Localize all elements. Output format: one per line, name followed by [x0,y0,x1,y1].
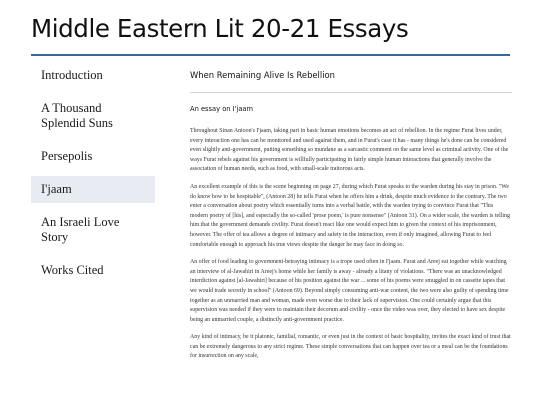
paragraph: An excellent example of this is the scene beginning on page 27, during which Furat speaks to the warden during his stay in prison. "We do know how to be hospitable", (Antoon 28) he tells Furat when he offers him a drink, despite much evidence to the contrary. The two enter a conversation about poetry which essentially turns into a verbal battle, with the warden trying to convince Furat that "This modern poetry of [his], and especially the so-called 'prose poem,' is pure nonsense" (Antoon 31). On a wider scale, the warden is telling him that the government demands civility. Furat doesn't react like one would expect him to given the context of his imprisonment, however. The offer of tea allows a degree of intimacy and safety in the interaction, even if only imagined, allowing Furat to feel comfortable enough to approach his true views despite the danger he may face in doing so. [190,183,510,248]
nav-item-introduction[interactable]: Introduction [41,68,103,82]
site-title[interactable]: Middle Eastern Lit 20-21 Essays [31,14,409,43]
post-title: When Remaining Alive Is Rebellion [190,70,335,80]
paragraph: An offer of food leading to government-betraying intimacy is a trope used often in I'jaam. Furat and Areej eat together while watching an interview of al-Jawahiri in Areej's home while her family is away - already a litany of violations. "There was an unacknowledged interdiction against [al-Jawahiri] because of his position against the war ... some of his poems were smuggled in on cassette tapes that we would trade secretly in school" (Antoon 69). Beyond simply consuming anti-war content, the two were also guilty of spending time together as an unmarried man and woman, made even worse due to their lack of supervision. One could certainly argue that this supervision was needed if they were to maintain their decorum and civility - once the video was over, they elected to have sex despite being an unmarried couple, a distinctly anti-government practice. [190,259,509,323]
nav-item-a-thousand-splendid-suns[interactable]: A Thousand Splendid Suns [41,101,113,130]
header-divider [31,54,510,56]
nav-item-persepolis[interactable]: Persepolis [41,149,93,163]
post-subtitle: An essay on I'jaam [190,105,254,113]
content-divider [190,92,512,93]
nav-item-an-israeli-love-story[interactable]: An Israeli Love Story [41,215,120,244]
essay-content [190,70,512,370]
paragraph: Any kind of intimacy, be it platonic, familial, romantic, or even just in the context of basic hospitality, invites the exact kind of trust that can be extremely dangerous to any strict regime. These simple conversations that can happen over tea or a meal can be the foundations for insurrection on any scale, [190,334,511,360]
nav-item-ijaam[interactable]: I'jaam [31,176,155,203]
sidebar-nav [31,62,155,290]
nav-item-works-cited[interactable]: Works Cited [41,263,104,277]
paragraph: Throughout Sinan Antoon's I'jaam, taking part in basic human emotions becomes an act of rebellion. In the regime Furat lives under, every interaction one has can be monitored and used against them, and in Furat's case it has - many things he's done can be considered even slightly anti-government, putting something so mundane as a sarcastic comment on the same level as criminal activity. One of the ways Furat rebels against his government is willfully participating in fairly simple human interactions that generally involve the association of human needs, such as food, with small-scale traitorous acts. [190,128,509,173]
